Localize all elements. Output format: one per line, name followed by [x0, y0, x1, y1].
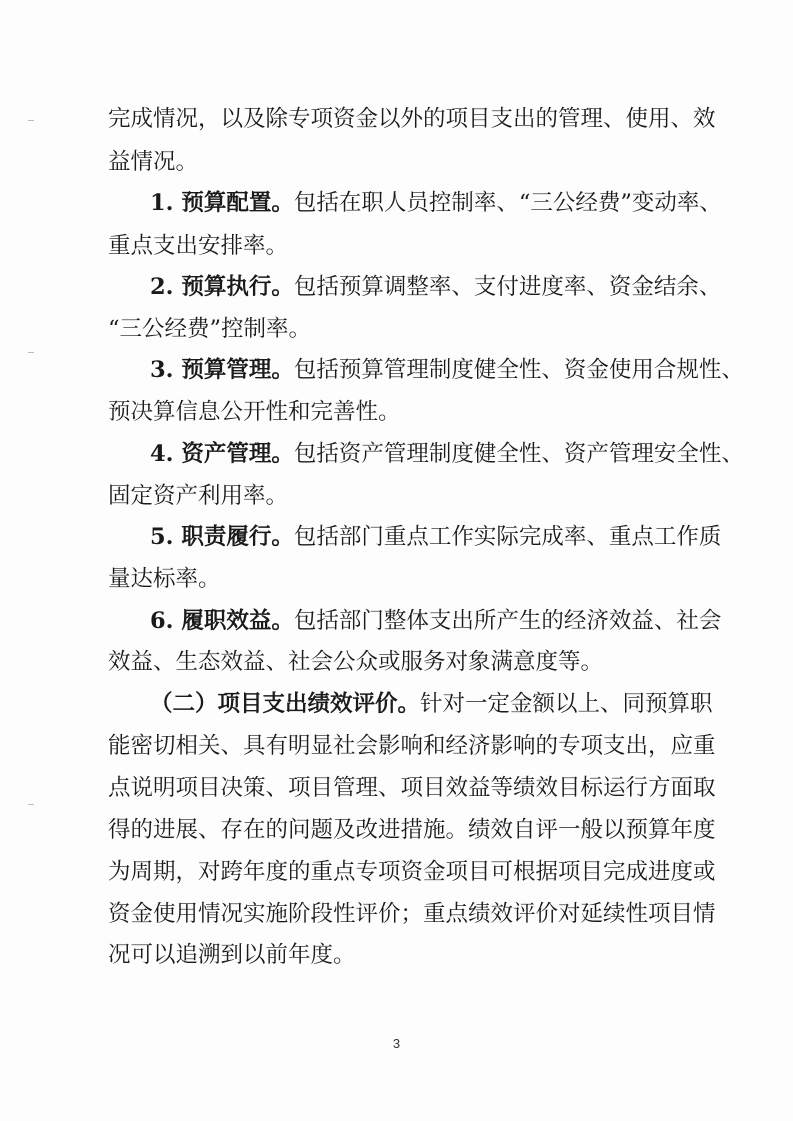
section-heading: （二）项目支出绩效评价。	[150, 691, 421, 717]
paragraph-line: 能密切相关、具有明显社会影响和经济影响的专项支出，应重	[108, 733, 716, 759]
binding-mark	[28, 120, 34, 121]
item-heading: 2. 预算执行。	[150, 274, 294, 300]
paragraph-line	[150, 355, 744, 387]
paragraph-line	[150, 439, 744, 471]
paragraph-line	[150, 522, 722, 554]
paragraph-line: 固定资产利用率。	[108, 483, 289, 509]
item-heading: 5. 职责履行。	[150, 524, 294, 550]
item-heading: 1. 预算配置。	[150, 190, 294, 216]
item-text: 包括部门整体支出所产生的经济效益、社会	[293, 608, 722, 634]
paragraph-line: 资金使用情况实施阶段性评价；重点绩效评价对延续性项目情	[108, 901, 716, 927]
item-text: 包括在职人员控制率、“三公经费”变动率、	[293, 190, 722, 216]
item-heading: 4. 资产管理。	[150, 441, 294, 467]
item-text: 包括资产管理制度健全性、资产管理安全性、	[293, 441, 744, 467]
item-text: 针对一定金额以上、同预算职	[420, 691, 713, 717]
paragraph-line: 点说明项目决策、项目管理、项目效益等绩效目标运行方面取	[108, 775, 716, 801]
paragraph-line: 量达标率。	[108, 566, 221, 592]
paragraph-line	[150, 272, 722, 304]
paragraph-line: “三公经费”控制率。	[108, 316, 312, 342]
paragraph-line	[150, 188, 722, 220]
item-heading: 3. 预算管理。	[150, 357, 294, 383]
paragraph-line: 预决算信息公开性和完善性。	[108, 399, 401, 425]
paragraph-line	[150, 689, 713, 721]
page-number: 3	[392, 1036, 401, 1051]
paragraph-line: 为周期，对跨年度的重点专项资金项目可根据项目完成进度或	[108, 859, 716, 885]
paragraph-line: 重点支出安排率。	[108, 233, 289, 259]
paragraph-line: 况可以追溯到以前年度。	[108, 942, 356, 968]
item-text: 包括预算管理制度健全性、资金使用合规性、	[293, 357, 744, 383]
item-text: 包括预算调整率、支付进度率、资金结余、	[293, 274, 722, 300]
paragraph-line: 完成情况，以及除专项资金以外的项目支出的管理、使用、效	[108, 106, 716, 132]
binding-mark	[28, 352, 34, 353]
binding-mark	[28, 804, 34, 805]
paragraph-line: 得的进展、存在的问题及改进措施。绩效自评一般以预算年度	[108, 817, 716, 843]
paragraph-line: 效益、生态效益、社会公众或服务对象满意度等。	[108, 649, 604, 675]
paragraph-line	[150, 606, 722, 638]
item-heading: 6. 履职效益。	[150, 608, 294, 634]
item-text: 包括部门重点工作实际完成率、重点工作质	[293, 524, 722, 550]
paragraph-line: 益情况。	[108, 149, 199, 175]
